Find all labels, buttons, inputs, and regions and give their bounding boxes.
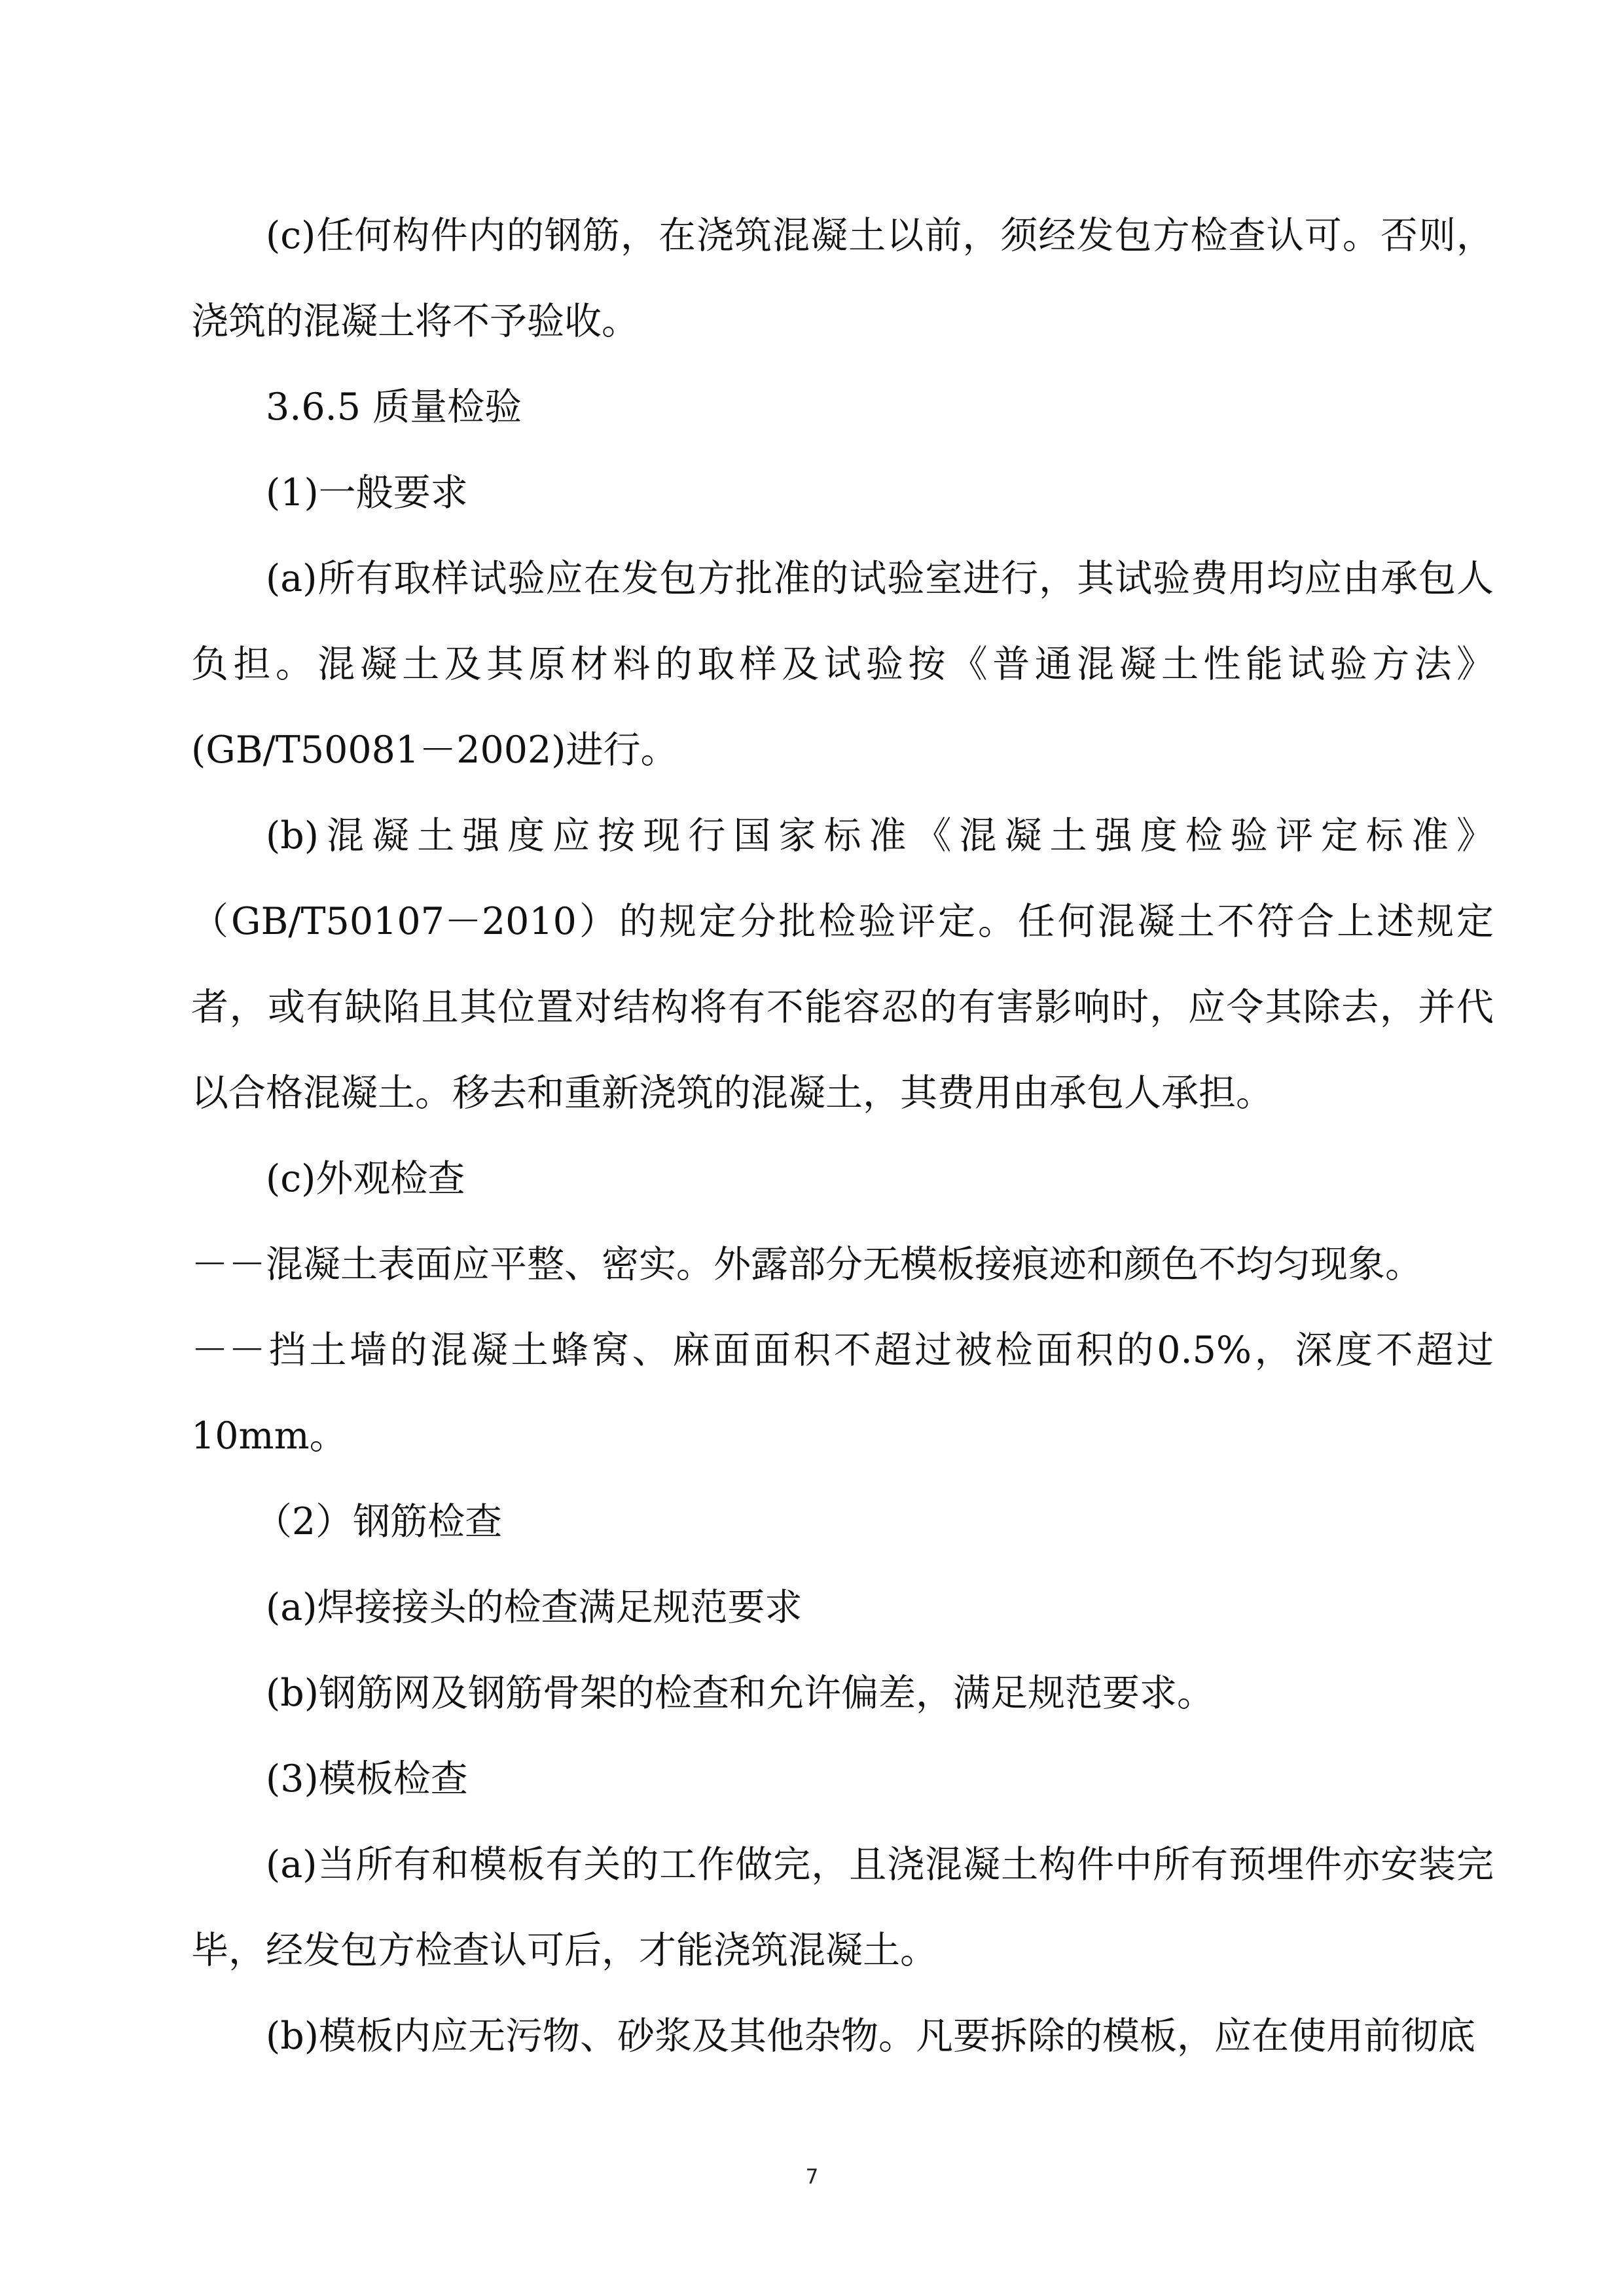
page-number: 7 <box>805 2165 819 2189</box>
section-heading-quality-inspection: 3.6.5 质量检验 <box>266 386 522 429</box>
paragraph-weld-joint-inspection: (a)焊接接头的检查满足规范要求 <box>266 1586 803 1629</box>
document-body <box>191 193 1494 2079</box>
subheading-appearance-inspection: (c)外观检查 <box>266 1157 465 1200</box>
paragraph-concrete-strength: (b)混凝土强度应按现行国家标准《混凝土强度检验评定标准》（GB/T50107－2010）的规定分批检验评定。任何混凝土不符合上述规定者，或有缺陷且其位置对结构将有不能容忍的有害影响时，应令其除去，并代以合格混凝土。移去和重新浇筑的混凝土，其费用由承包人承担。 <box>191 814 1494 1115</box>
paragraph-sampling-tests: (a)所有取样试验应在发包方批准的试验室进行，其试验费用均应由承包人负担。混凝土及其原材料的取样及试验按《普通混凝土性能试验方法》(GB/T50081－2002)进行。 <box>191 557 1494 772</box>
subheading-formwork-inspection: (3)模板检查 <box>266 1757 468 1801</box>
paragraph-formwork-approval: (a)当所有和模板有关的工作做完，且浇混凝土构件中所有预埋件亦安装完毕，经发包方检查认可后，才能浇筑混凝土。 <box>191 1843 1494 1972</box>
paragraph-formwork-cleanliness: (b)模板内应无污物、砂浆及其他杂物。凡要拆除的模板，应在使用前彻底 <box>266 2015 1475 2058</box>
subheading-general-requirements: (1)一般要求 <box>266 471 468 514</box>
list-item-honeycomb-limits: －－挡土墙的混凝土蜂窝、麻面面积不超过被检面积的0.5%，深度不超过10mm。 <box>191 1329 1494 1458</box>
paragraph-rebar-mesh-inspection: (b)钢筋网及钢筋骨架的检查和允许偏差，满足规范要求。 <box>266 1672 1214 1715</box>
paragraph-rebar-inspection-before-pouring: (c)任何构件内的钢筋，在浇筑混凝土以前，须经发包方检查认可。否则，浇筑的混凝土将不予验收。 <box>191 214 1494 343</box>
list-item-surface-flatness: －－混凝土表面应平整、密实。外露部分无模板接痕迹和颜色不均匀现象。 <box>191 1243 1422 1286</box>
subheading-rebar-inspection: （2）钢筋检查 <box>254 1500 503 1543</box>
